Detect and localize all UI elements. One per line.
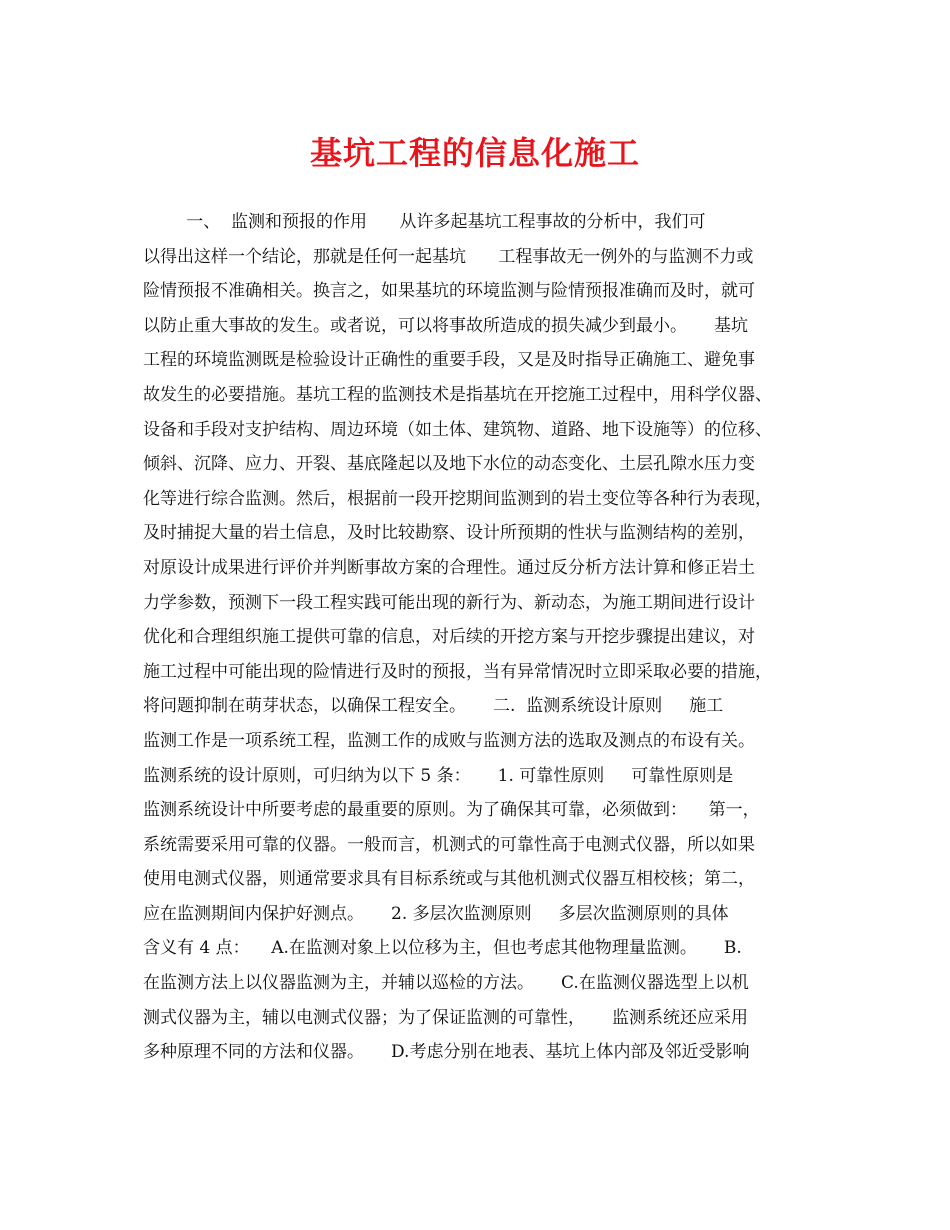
body-text-line: 及时捕捉大量的岩土信息，及时比较勘察、设计所预期的性状与监测结构的差别， bbox=[143, 523, 755, 544]
body-text-line: 多种原理不同的方法和仪器。 D.考虑分别在地表、基坑上体内部及邻近受影响 bbox=[143, 1042, 750, 1063]
body-text-line: 倾斜、沉降、应力、开裂、基底隆起以及地下水位的动态变化、土层孔隙水压力变 bbox=[143, 454, 755, 475]
body-text-line: 使用电测式仪器，则通常要求具有目标系统或与其他机测式仪器互相校核；第二， bbox=[143, 869, 755, 890]
body-text-line: 系统需要采用可靠的仪器。一般而言，机测式的可靠性高于电测式仪器，所以如果 bbox=[143, 834, 755, 855]
body-text-line: 将问题抑制在萌芽状态，以确保工程安全。 二. 监测系统设计原则 施工 bbox=[143, 696, 724, 717]
body-text-line: 力学参数，预测下一段工程实践可能出现的新行为、新动态，为施工期间进行设计 bbox=[143, 592, 755, 613]
body-text-line: 测式仪器为主，辅以电测式仪器；为了保证监测的可靠性， 监测系统还应采用 bbox=[143, 1007, 749, 1028]
document-title: 基坑工程的信息化施工 bbox=[309, 134, 640, 172]
body-text-line: 监测系统的设计原则，可归纳为以下 5 条： 1. 可靠性原则 可靠性原则是 bbox=[143, 765, 734, 786]
body-text-line: 施工过程中可能出现的险情进行及时的预报，当有异常情况时立即采取必要的措施， bbox=[143, 661, 772, 682]
body-text-line: 监测工作是一项系统工程，监测工作的成败与监测方法的选取及测点的布设有关。 bbox=[143, 730, 755, 751]
body-text-line: 对原设计成果进行评价并判断事故方案的合理性。通过反分析方法计算和修正岩土 bbox=[143, 557, 755, 578]
body-text-line: 监测系统设计中所要考虑的最重要的原则。为了确保其可靠，必须做到： 第一， bbox=[143, 800, 760, 821]
body-text-line: 以得出这样一个结论，那就是任何一起基坑 工程事故无一例外的与监测不力或 bbox=[143, 246, 754, 267]
body-text-line: 一、 监测和预报的作用 从许多起基坑工程事故的分析中，我们可 bbox=[143, 212, 706, 232]
body-text-line: 故发生的必要措施。基坑工程的监测技术是指基坑在开挖施工过程中，用科学仪器、 bbox=[143, 384, 772, 405]
body-text-line: 化等进行综合监测。然后，根据前一段开挖期间监测到的岩土变位等各种行为表现， bbox=[143, 488, 772, 509]
body-text-line: 含义有 4 点： A.在监测对象上以位移为主，但也考虑其他物理量监测。 B. bbox=[143, 938, 742, 959]
body-text-line: 在监测方法上以仪器监测为主，并辅以巡检的方法。 C.在监测仪器选型上以机 bbox=[143, 973, 749, 994]
body-text-line: 优化和合理组织施工提供可靠的信息，对后续的开挖方案与开挖步骤提出建议，对 bbox=[143, 627, 755, 648]
body-text-line: 险情预报不准确相关。换言之，如果基坑的环境监测与险情预报准确而及时，就可 bbox=[143, 281, 755, 302]
body-text-line: 以防止重大事故的发生。或者说，可以将事故所造成的损失减少到最小。 基坑 bbox=[143, 315, 749, 336]
body-text-line: 设备和手段对支护结构、周边环境（如土体、建筑物、道路、地下设施等）的位移、 bbox=[143, 419, 772, 440]
body-text-line: 工程的环境监测既是检验设计正确性的重要手段，又是及时指导正确施工、避免事 bbox=[143, 350, 755, 371]
body-text-line: 应在监测期间内保护好测点。 2. 多层次监测原则 多层次监测原则的具体 bbox=[143, 903, 729, 924]
document-body bbox=[143, 205, 823, 1070]
